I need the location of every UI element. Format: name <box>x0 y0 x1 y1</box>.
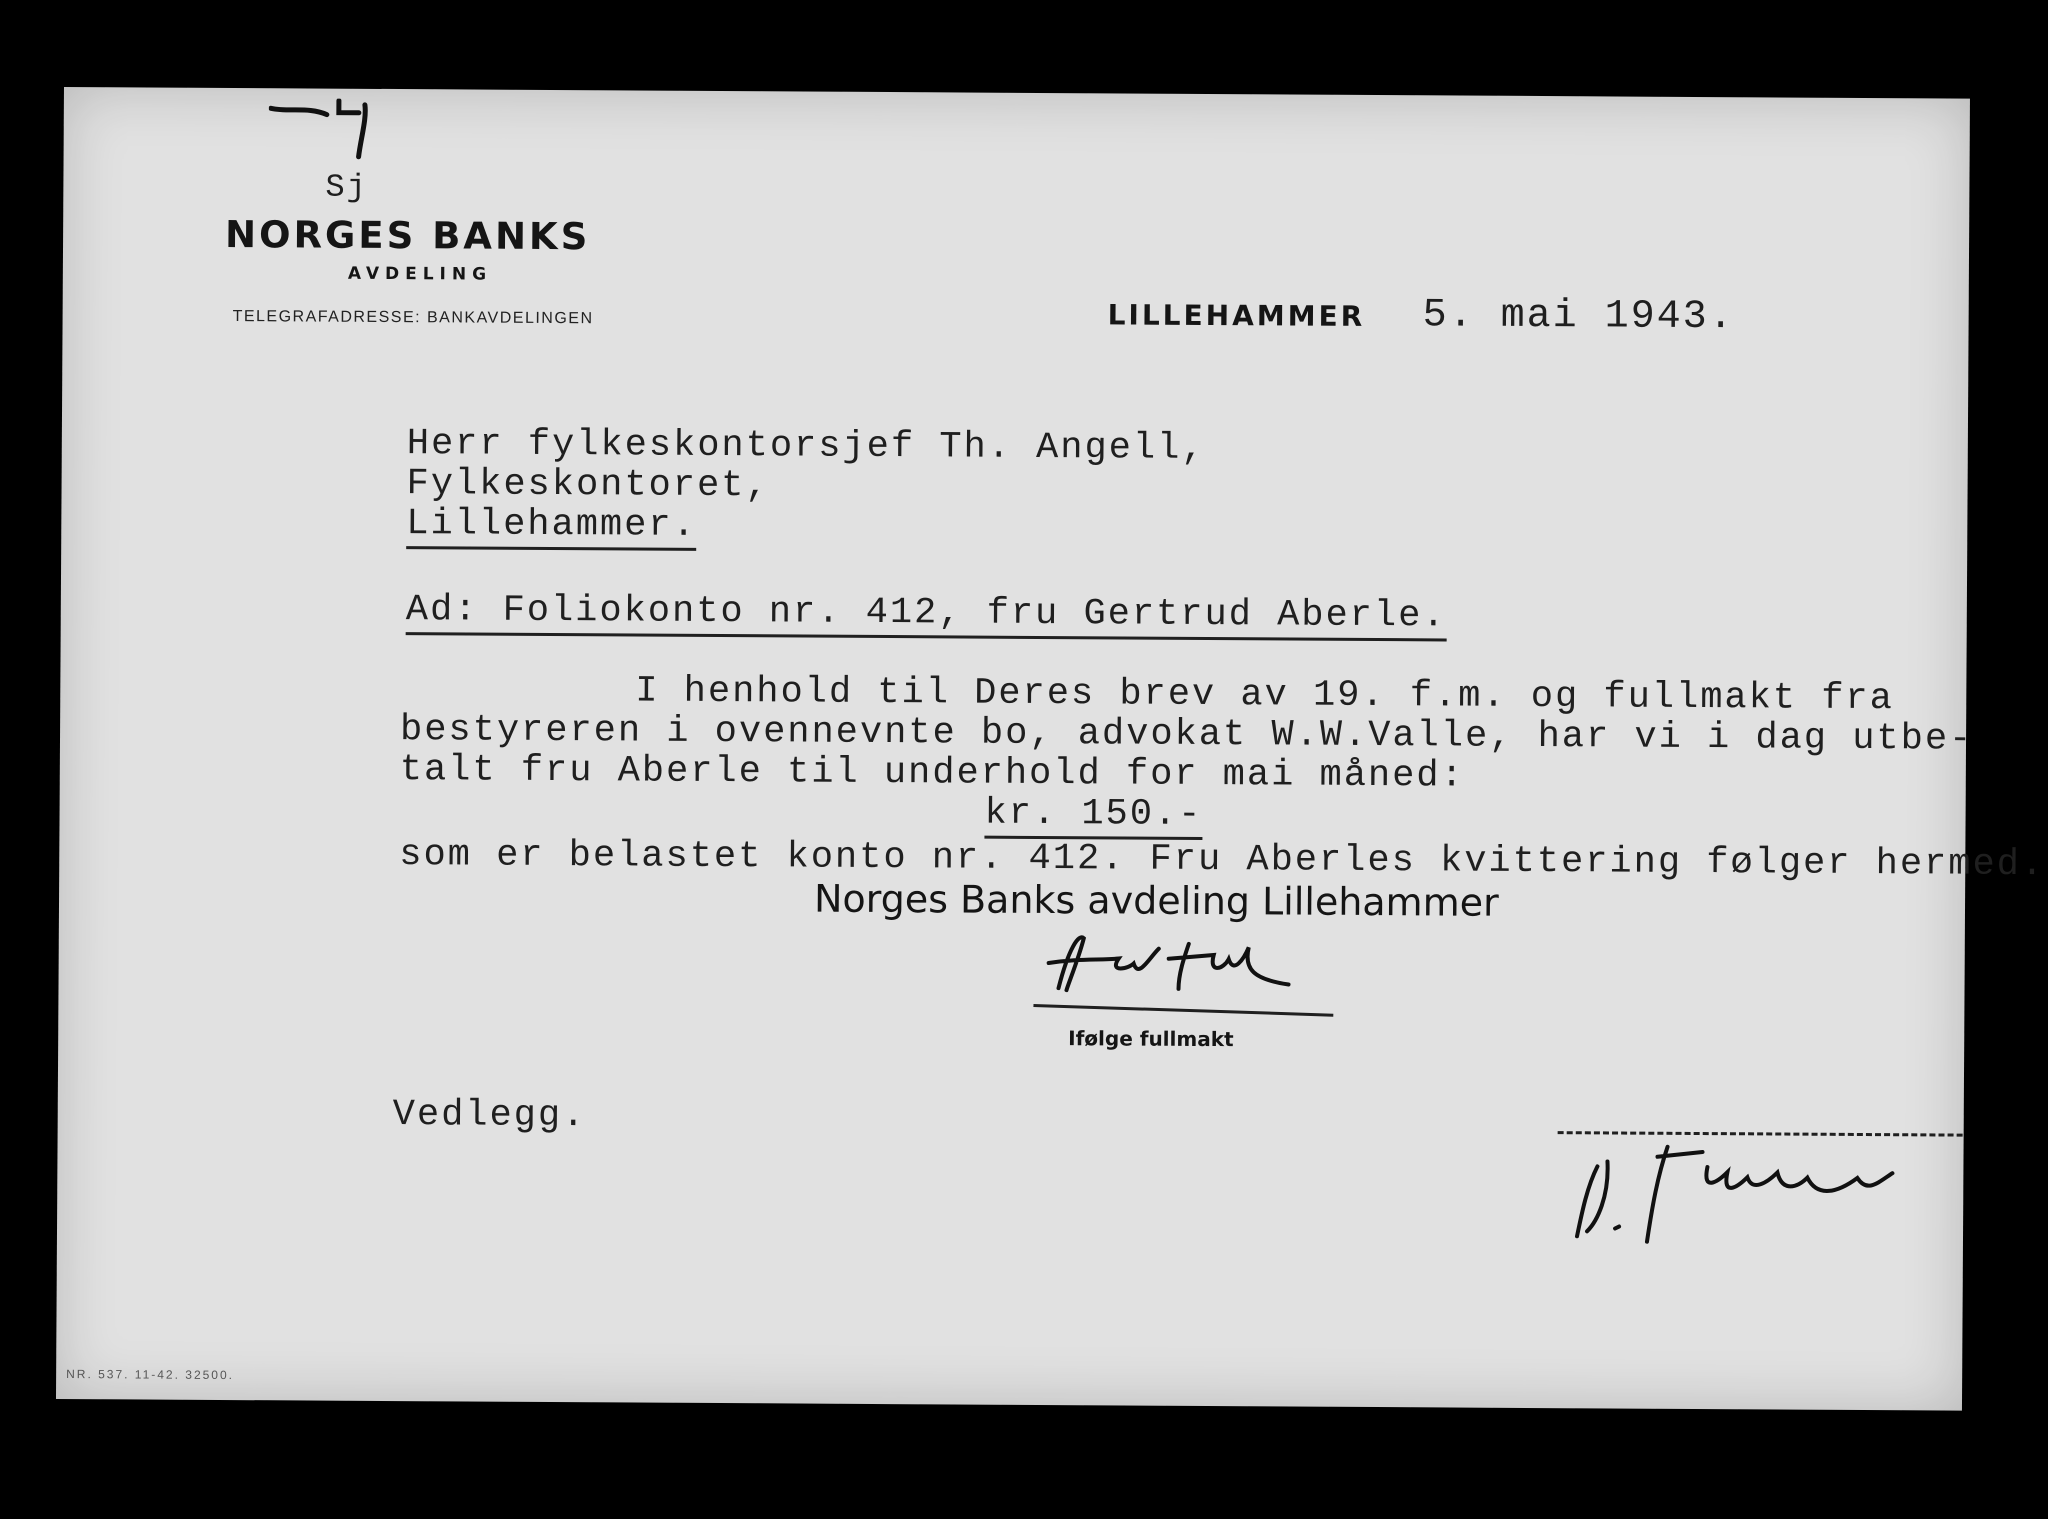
reference-initials: Sj <box>325 168 368 206</box>
letter-city: LILLEHAMMER <box>1107 298 1366 333</box>
bank-subtitle: AVDELING <box>347 263 493 285</box>
recipient-line-2: Fylkeskontoret, <box>406 463 770 508</box>
closing-stamp: Norges Banks avdeling Lillehammer <box>813 876 1499 925</box>
handwritten-mark <box>269 98 379 169</box>
body-line-3: talt fru Aberle til underhold for mai måned: <box>399 749 1465 798</box>
signature-2 <box>1567 1136 1908 1248</box>
letter-date: 5. mai 1943. <box>1422 293 1735 341</box>
body-line-2: bestyreren i ovennevnte bo, advokat W.W.Valle, har vi i dag utbe- <box>399 709 1974 761</box>
letter-sheet <box>56 87 2046 1411</box>
recipient-line-1: Herr fylkeskontorsjef Th. Angell, <box>406 423 1206 470</box>
bank-name: NORGES BANKS <box>224 212 591 259</box>
payment-amount: kr. 150.- <box>984 793 1202 840</box>
recipient-line-3: Lillehammer. <box>406 503 697 551</box>
letter-subject: Ad: Foliokonto nr. 412, fru Gertrud Aberle. <box>406 589 1447 641</box>
enclosure-note: Vedlegg. <box>392 1094 587 1138</box>
telegraph-address: TELEGRAFADRESSE: BANKAVDELINGEN <box>232 308 594 328</box>
authority-label: Ifølge fullmakt <box>1068 1026 1234 1052</box>
form-number: NR. 537. 11-42. 32500. <box>66 1367 235 1383</box>
body-line-1: I henhold til Deres brev av 19. f.m. og fullmakt fra <box>635 670 1895 721</box>
signature-1 <box>1038 928 1298 1010</box>
body-line-4: som er belastet konto nr. 412. Fru Aberles kvittering følger hermed. <box>399 834 2046 887</box>
